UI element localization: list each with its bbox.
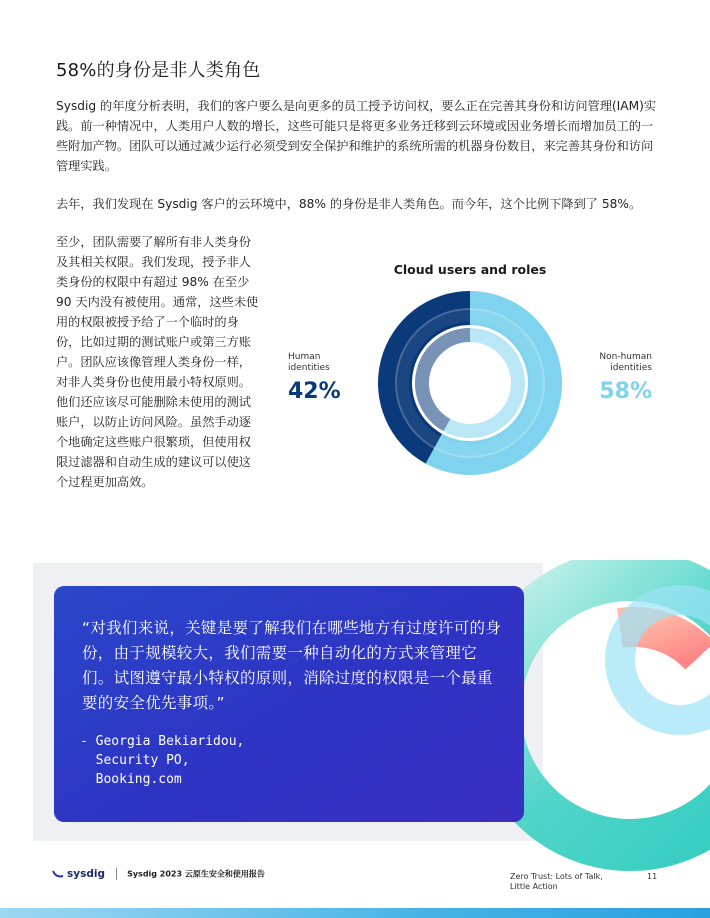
legend-human bbox=[288, 352, 341, 404]
legend-nonhuman-label-1: Non-human bbox=[599, 352, 652, 362]
donut-chart bbox=[370, 283, 570, 483]
chart-title: Cloud users and roles bbox=[393, 262, 547, 277]
stat-paragraph: 去年，我们发现在 Sysdig 客户的云环境中，88% 的身份是非人类角色。而今年，这个比例下降到了 58%。 bbox=[56, 197, 642, 211]
sysdig-logo-icon bbox=[52, 869, 64, 879]
legend-nonhuman-label-2: identities bbox=[610, 363, 652, 373]
sysdig-logo[interactable] bbox=[52, 868, 105, 880]
legend-human-label-1: Human bbox=[288, 352, 321, 362]
footer-divider bbox=[116, 868, 117, 880]
donut-inner-arc-1-1 bbox=[447, 335, 518, 431]
side-paragraph: 至少，团队需要了解所有非人类身份及其相关权限。我们发现，授予非人类身份的权限中有超过 98% 在至少 90 天内没有被使用。通常，这些未使用的权限被授予给了一个临时的身份，比如过期的测试账户或第三方账户。团队应该像管理人类身份一样，对非人类身份也使用最小特权原则。他们还应该尽可能删除未使用的测试账户，以防止访问风险。虽然手动逐个地确定这些账户很繁琐，但使用权限过滤器和自动生成的建议可以使这个过程更加高效。 bbox=[56, 235, 259, 489]
quote-card bbox=[54, 586, 524, 822]
legend-human-percent: 42% bbox=[288, 379, 341, 404]
chapter-title: Zero Trust: Lots of Talk, Little Action bbox=[510, 872, 603, 891]
footer bbox=[52, 868, 265, 880]
section-heading: 58%的身份是非人类角色 bbox=[56, 60, 261, 81]
report-title: Sysdig 2023 云原生安全和使用报告 bbox=[127, 869, 265, 879]
quote-text: “对我们来说，关键是要了解我们在哪些地方有过度许可的身份，由于规模较大，我们需要一种自动化的方式来管理它们。试图遵守最小特权的原则，消除过度的权限是一个最重要的安全优先事项。” bbox=[82, 619, 502, 712]
bottom-color-bar bbox=[0, 908, 710, 918]
donut-inner-arc-0-1 bbox=[422, 335, 470, 425]
legend-nonhuman-percent: 58% bbox=[599, 379, 652, 404]
logo-text: sysdig bbox=[67, 868, 105, 880]
intro-paragraph: Sysdig 的年度分析表明，我们的客户要么是向更多的员工授予访问权，要么正在完善其身份和访问管理(IAM)实践。前一种情况中，人类用户人数的增长，这些可能只是将更多业务迁移到云环境或因业务增长而增加员工的一些附加产物。团队可以通过减少运行必须受到安全保护和维护的系统所需的机器身份数目，来完善其身份和访问管理实践。 bbox=[56, 99, 657, 173]
quote-attribution: - Georgia Bekiaridou, Security PO, Booking.com bbox=[80, 734, 245, 787]
legend-nonhuman bbox=[599, 352, 652, 404]
legend-human-label-2: identities bbox=[288, 363, 330, 373]
page-number: 11 bbox=[647, 872, 658, 881]
